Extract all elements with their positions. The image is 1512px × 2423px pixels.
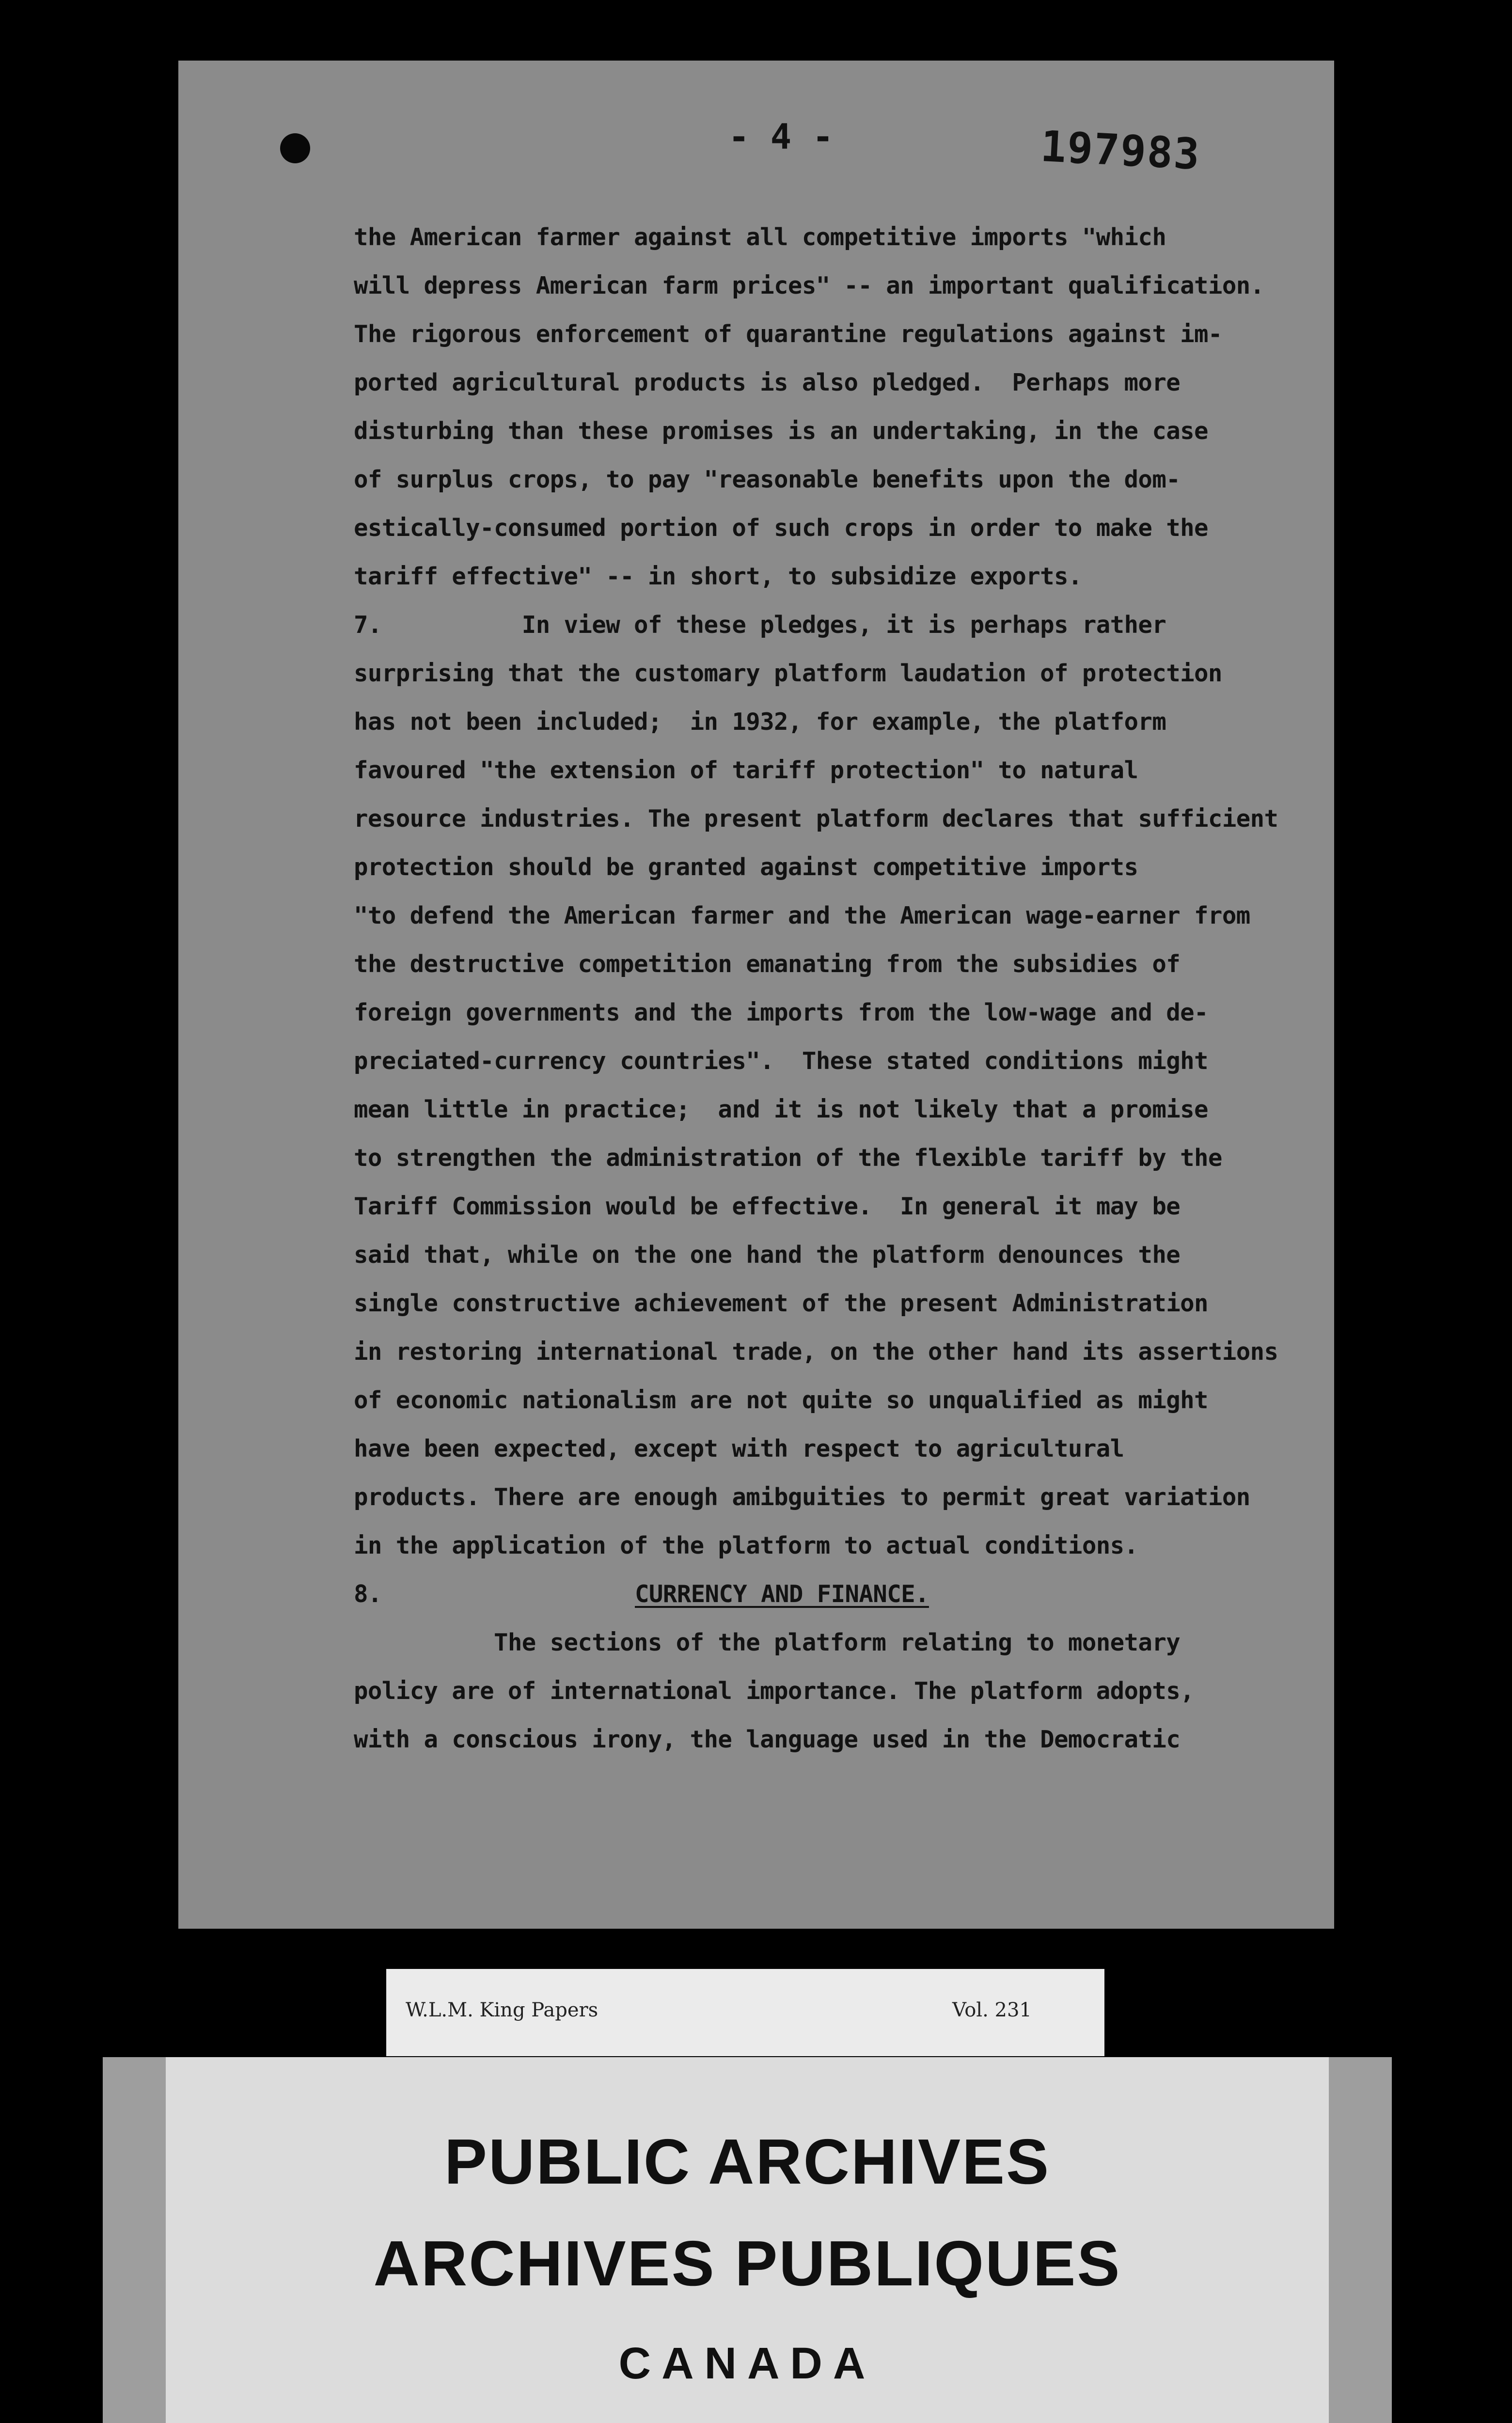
text-line: have been expected, except with respect to agricultural [354,1435,1124,1463]
text-line: mean little in practice; and it is not likely that a promise [354,1096,1208,1123]
text-line: said that, while on the one hand the platform denounces the [354,1241,1181,1269]
stamped-document-number: 197983 [1039,121,1202,180]
text-line: in restoring international trade, on the other hand its assertions [354,1338,1278,1366]
text-line: protection should be granted against competitive imports [354,853,1138,881]
text-line: disturbing than these promises is an undertaking, in the case [354,417,1208,445]
section-heading [354,1570,1323,1619]
punch-hole [280,133,310,163]
text-line: The sections of the platform relating to monetary [354,1629,1181,1656]
text-line: policy are of international importance. The platform adopts, [354,1677,1195,1705]
text-line: estically-consumed portion of such crops in order to make the [354,514,1208,542]
text-line: of surplus crops, to pay "reasonable benefits upon the dom- [354,466,1181,493]
archive-title-french: ARCHIVES PUBLIQUES [373,2228,1121,2299]
text-line: favoured "the extension of tariff protection" to natural [354,756,1138,784]
archive-country: CANADA [618,2339,876,2388]
text-line: in the application of the platform to actual conditions. [354,1532,1138,1559]
text-line: surprising that the customary platform laudation of protection [354,660,1222,687]
section-number: 8. [354,1580,382,1608]
text-line: Tariff Commission would be effective. In general it may be [354,1193,1181,1220]
text-line: The rigorous enforcement of quarantine regulations against im- [354,320,1222,348]
text-line: preciated-currency countries". These stated conditions might [354,1047,1208,1075]
text-line: 7. In view of these pledges, it is perhaps rather [354,611,1166,639]
text-line: resource industries. The present platform declares that sufficient [354,805,1278,833]
text-line: single constructive achievement of the present Administration [354,1290,1208,1317]
text-line: to strengthen the administration of the flexible tariff by the [354,1144,1222,1172]
text-line: products. There are enough amibguities to permit great variation [354,1483,1250,1511]
text-line: foreign governments and the imports from the low-wage and de- [354,999,1208,1026]
archive-label-strip [386,1969,1104,2056]
text-line: "to defend the American farmer and the American wage-earner from [354,902,1250,929]
collection-name: W.L.M. King Papers [406,1999,598,2021]
text-line: with a conscious irony, the language used in the Democratic [354,1726,1181,1753]
archive-title-english: PUBLIC ARCHIVES [444,2126,1051,2197]
text-line: ported agricultural products is also pledged. Perhaps more [354,369,1181,396]
archive-card [103,2057,1392,2423]
text-line: has not been included; in 1932, for example, the platform [354,708,1166,736]
section-title: CURRENCY AND FINANCE. [635,1580,929,1608]
text-line: the destructive competition emanating from the subsidies of [354,950,1181,978]
page-number: - 4 - [728,116,834,157]
text-line: will depress American farm prices" -- an important qualification. [354,272,1264,299]
document-page [178,61,1334,1929]
text-line: of economic nationalism are not quite so unqualified as might [354,1386,1208,1414]
text-line: the American farmer against all competitive imports "which [354,223,1166,251]
volume-number: Vol. 231 [952,1999,1032,2021]
text-line: tariff effective" -- in short, to subsidize exports. [354,563,1082,590]
body-text [354,213,1323,1764]
